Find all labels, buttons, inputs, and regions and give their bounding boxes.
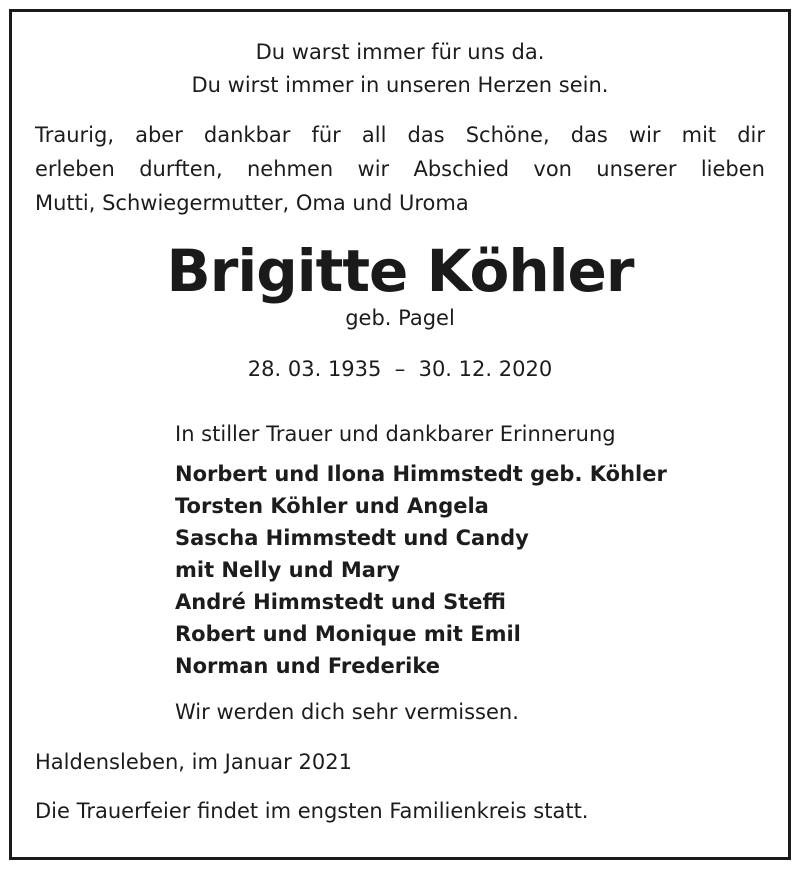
mourner-entry: Torsten Köhler und Angela <box>175 494 489 518</box>
deceased-name: Brigitte Köhler <box>166 237 634 305</box>
intro-line-1: Traurig, aber dankbar für all das Schöne, das wir mit dir <box>35 123 765 147</box>
intro-line-3: Mutti, Schwiegermutter, Oma und Uroma <box>35 191 469 215</box>
intro-paragraph <box>35 118 765 220</box>
mourner-entry: Sascha Himmstedt und Candy <box>175 526 529 550</box>
life-dates: 28. 03. 1935 – 30. 12. 2020 <box>247 357 553 381</box>
verse-line-1: Du warst immer für uns da. <box>255 40 545 64</box>
mourners-list <box>175 458 667 682</box>
mourner-entry: Norbert und Ilona Himmstedt geb. Köhler <box>175 462 667 486</box>
intro-line-2: erleben durften, nehmen wir Abschied von unserer lieben <box>35 157 765 181</box>
closing-line: Wir werden dich sehr vermissen. <box>175 700 519 724</box>
maiden-name: geb. Pagel <box>345 306 455 330</box>
funeral-note: Die Trauerfeier findet im engsten Familienkreis statt. <box>35 799 589 823</box>
verse-line-2: Du wirst immer in unseren Herzen sein. <box>191 73 609 97</box>
mourning-line: In stiller Trauer und dankbarer Erinnerung <box>175 422 616 446</box>
mourner-entry: André Himmstedt und Steffi <box>175 590 506 614</box>
mourner-entry: mit Nelly und Mary <box>175 558 401 582</box>
mourner-entry: Norman und Frederike <box>175 654 440 678</box>
place-date: Haldensleben, im Januar 2021 <box>35 750 352 774</box>
mourner-entry: Robert und Monique mit Emil <box>175 622 521 646</box>
